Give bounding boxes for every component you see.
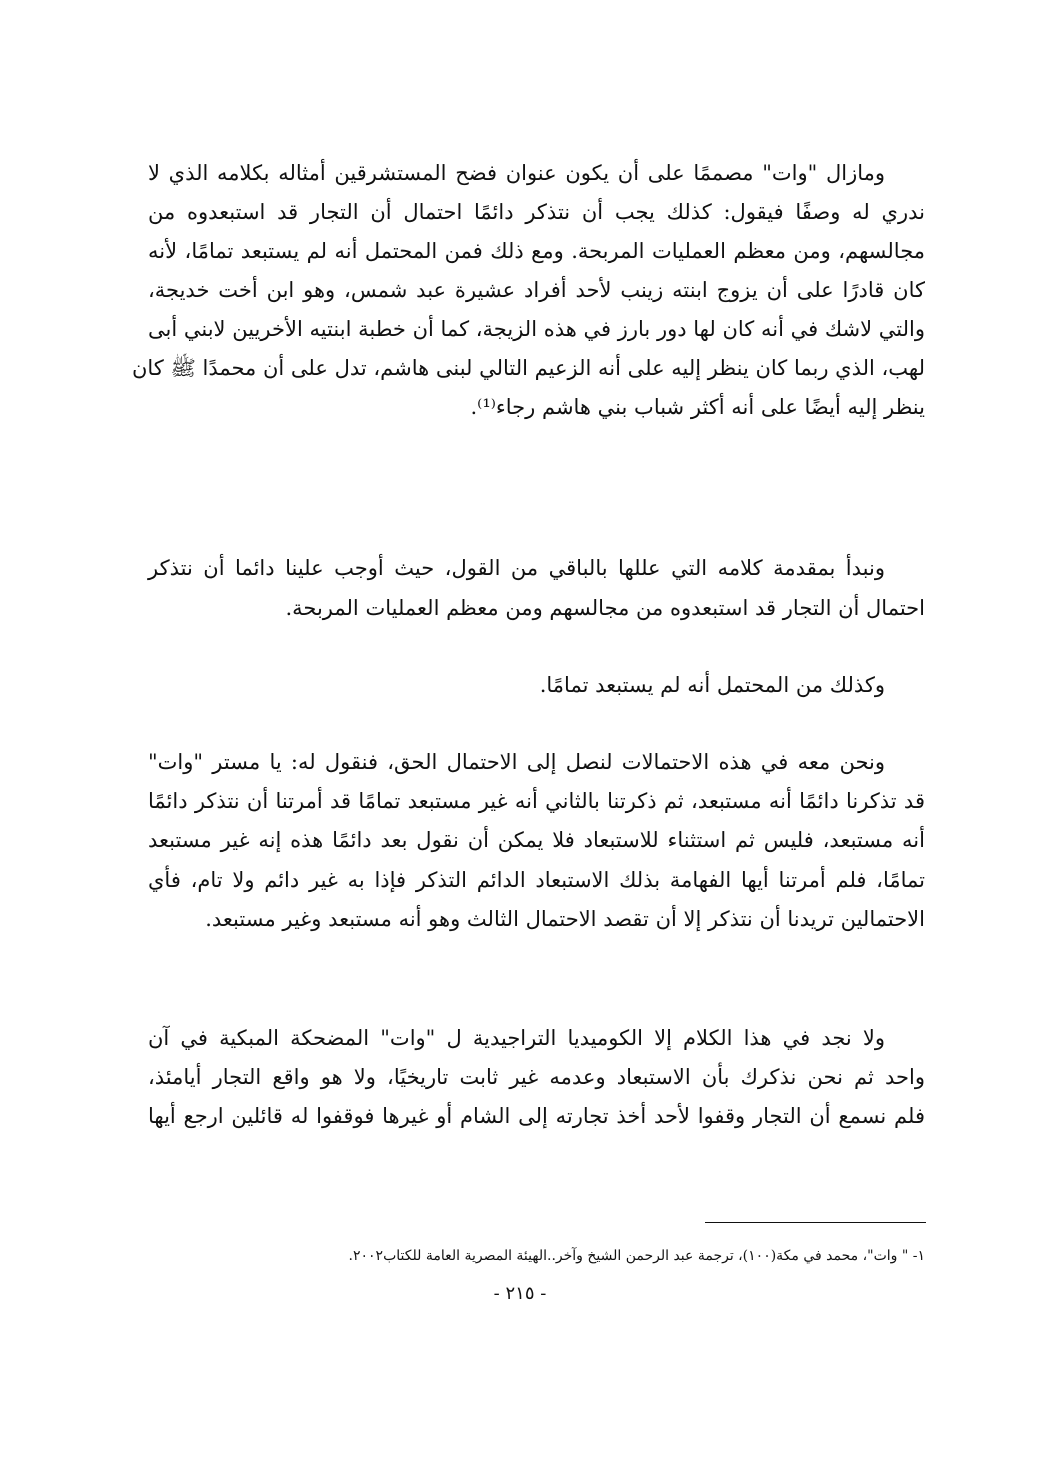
paragraph-line: احتمال أن التجار قد استبعدوه من مجالسهم ومن معظم العمليات المربحة.	[285, 596, 925, 620]
paragraph-line: أنه مستبعد، فليس ثم استثناء للاستبعاد فلا يمكن أن نقول بعد دائمًا هذه إنه غير مستبعد	[148, 828, 925, 852]
paragraph-line: الاحتمالين تريدنا أن نتذكر إلا أن تقصد الاحتمال الثالث وهو أنه مستبعد وغير مستبعد.	[205, 907, 925, 931]
paragraph-line: ولا نجد في هذا الكلام إلا الكوميديا التراجيدية ل "وات" المضحكة المبكية في آن	[148, 1026, 885, 1050]
paragraph-line: ينظر إليه أيضًا على أنه أكثر شباب بني هاشم رجاء⁽¹⁾.	[470, 395, 925, 419]
paragraph-line: قد تذكرنا دائمًا أنه مستبعد، ثم ذكرتنا بالثاني أنه غير مستبعد تمامًا قد أمرتنا أن نتذكر دائمًا	[148, 789, 925, 813]
paragraph-line: واحد ثم نحن نذكرك بأن الاستبعاد وعدمه غير ثابت تاريخيًا، ولا هو واقع التجار أيامئذ،	[148, 1065, 925, 1089]
paragraph-line: ونبدأ بمقدمة كلامه التي عللها بالباقي من القول، حيث أوجب علينا دائما أن نتذكر	[148, 556, 885, 580]
paragraph-line: وكذلك من المحتمل أنه لم يستبعد تمامًا.	[539, 673, 885, 697]
paragraph-line: ومازال "وات" مصممًا على أن يكون عنوان فضح المستشرقين أمثاله بكلامه الذي لا	[148, 161, 885, 185]
paragraph-line: كان قادرًا على أن يزوج ابنته زينب لأحد أفراد عشيرة عبد شمس، وهو ابن أخت خديجة،	[148, 278, 925, 302]
footnote-divider	[705, 1222, 926, 1223]
paragraph-line: ندري له وصفًا فيقول: كذلك يجب أن نتذكر دائمًا احتمال أن التجار قد استبعدوه من	[148, 200, 925, 224]
paragraph-line: والتي لاشك في أنه كان لها دور بارز في هذه الزيجة، كما أن خطبة ابنتيه الأخريين لابني أبى	[148, 317, 925, 341]
paragraph-line: ونحن معه في هذه الاحتمالات لنصل إلى الاحتمال الحق، فنقول له: يا مستر "وات"	[148, 750, 885, 774]
paragraph-line: تمامًا، فلم أمرتنا أيها الفهامة بذلك الاستبعاد الدائم التذكر فإذا به غير دائم ولا تام، فأي	[148, 868, 925, 892]
footnote: ١- " وات"، محمد في مكة(١٠٠)، ترجمة عبد الرحمن الشيخ وآخر..الهيئة المصرية العامة للكتاب٢٠٠٢.	[348, 1248, 925, 1264]
page-number: - ٢١٥ -	[493, 1283, 547, 1304]
paragraph-line: فلم نسمع أن التجار وقفوا لأحد أخذ تجارته إلى الشام أو غيرها فوقفوا له قائلين ارجع أيها	[148, 1104, 925, 1128]
paragraph-line: مجالسهم، ومن معظم العمليات المربحة. ومع ذلك فمن المحتمل أنه لم يستبعد تمامًا، لأنه	[148, 239, 925, 263]
paragraph-line: لهب، الذي ربما كان ينظر إليه على أنه الزعيم التالي لبنى هاشم، تدل على أن محمدًا ﷺ كان	[131, 356, 925, 380]
